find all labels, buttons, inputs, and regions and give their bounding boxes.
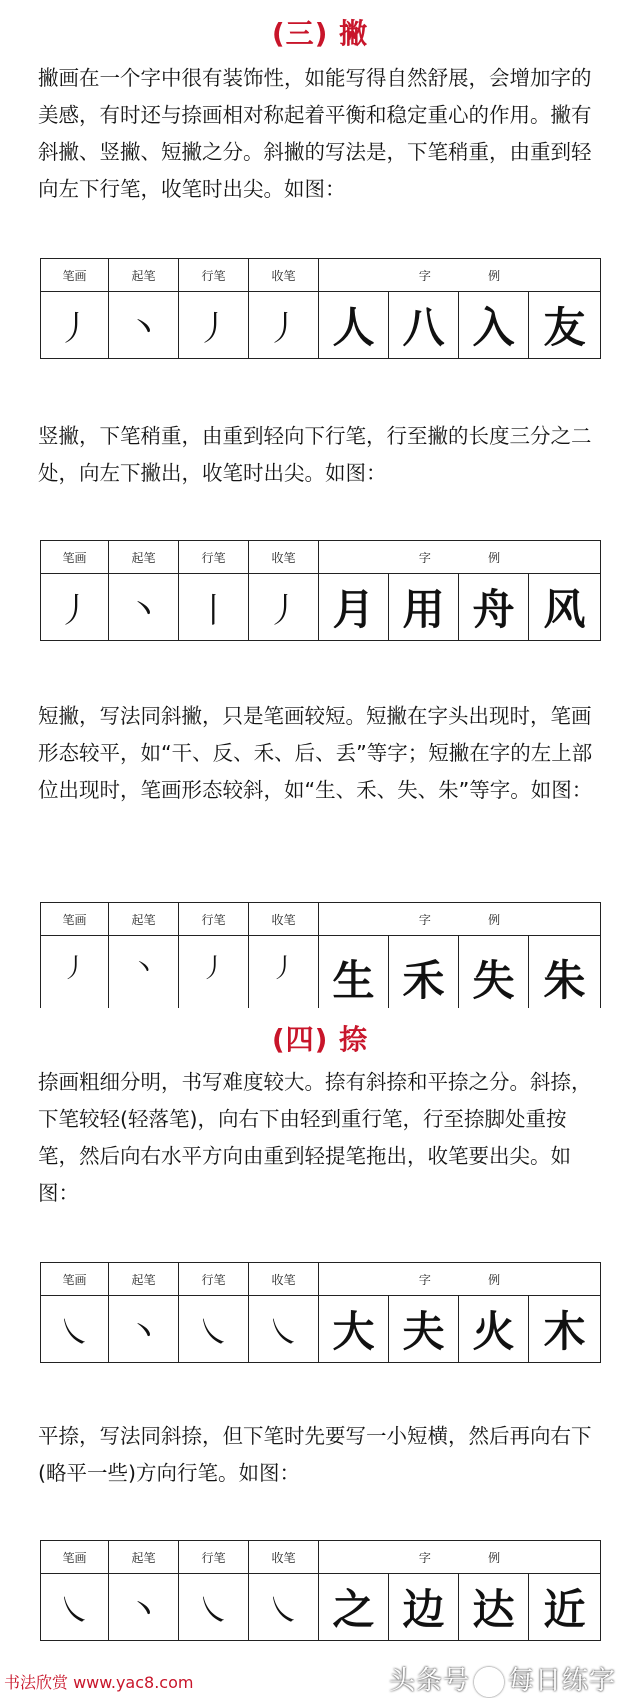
stroke-table-5 xyxy=(40,1540,601,1641)
header-stroke: 笔画 xyxy=(41,903,109,936)
account-watermark xyxy=(389,1660,616,1697)
stroke-start-cell: 丶 xyxy=(109,574,179,641)
example-char: 朱 xyxy=(529,936,601,1009)
stroke-move-cell: 丿 xyxy=(179,292,249,359)
header-end: 收笔 xyxy=(249,259,319,292)
example-char: 八 xyxy=(389,292,459,359)
stroke-start-cell: 丶 xyxy=(109,1574,179,1641)
stroke-move-cell: ㇏ xyxy=(179,1574,249,1641)
stroke-end-cell: ㇏ xyxy=(249,1296,319,1363)
example-char: 边 xyxy=(389,1574,459,1641)
stroke-start-cell: 丶 xyxy=(109,1296,179,1363)
header-examples: 字 例 xyxy=(319,1541,601,1574)
header-start: 起笔 xyxy=(109,1263,179,1296)
stroke-move-cell: ㇏ xyxy=(179,1296,249,1363)
stroke-table-4 xyxy=(40,1262,601,1363)
section-heading-pie: (三) 撇 xyxy=(271,17,369,50)
header-move: 行笔 xyxy=(179,1541,249,1574)
paragraph-shu-pie: 竖撇，下笔稍重，由重到轻向下行笔，行至撇的长度三分之二处，向左下撇出，收笔时出尖。如图： xyxy=(38,424,592,485)
stroke-end-cell: 丿 xyxy=(249,574,319,641)
stroke-table-1 xyxy=(40,258,601,359)
header-move: 行笔 xyxy=(179,903,249,936)
header-stroke: 笔画 xyxy=(41,1263,109,1296)
toutiao-logo-icon xyxy=(474,1667,504,1697)
header-end: 收笔 xyxy=(249,1541,319,1574)
paragraph-pie-intro: 撇画在一个字中很有装饰性，如能写得自然舒展，会增加字的美感，有时还与捺画相对称起着平衡和稳定重心的作用。撇有斜撇、竖撇、短撇之分。斜撇的写法是，下笔稍重，由重到轻向左下行笔，收笔时出尖。如图： xyxy=(38,66,592,201)
site-watermark: 书法欣赏 www.yac8.com xyxy=(4,1673,194,1692)
stroke-start-cell: 丶 xyxy=(109,292,179,359)
example-char: 大 xyxy=(319,1296,389,1363)
example-char: 失 xyxy=(459,936,529,1009)
paragraph-na-intro: 捺画粗细分明，书写难度较大。捺有斜捺和平捺之分。斜捺，下笔较轻(轻落笔)，向右下由轻到重行笔，行至捺脚处重按笔，然后向右水平方向由重到轻提笔拖出，收笔要出尖。如图： xyxy=(38,1070,592,1205)
header-move: 行笔 xyxy=(179,259,249,292)
stroke-cell: 丿 xyxy=(41,292,109,359)
stroke-start-cell: 丶 xyxy=(109,936,179,1009)
stroke-cell: ㇏ xyxy=(41,1296,109,1363)
header-end: 收笔 xyxy=(249,541,319,574)
header-examples: 字 例 xyxy=(319,541,601,574)
header-stroke: 笔画 xyxy=(41,1541,109,1574)
header-end: 收笔 xyxy=(249,903,319,936)
paragraph-ping-na: 平捺，写法同斜捺，但下笔时先要写一小短横，然后再向右下(略平一些)方向行笔。如图： xyxy=(38,1424,592,1485)
header-stroke: 笔画 xyxy=(41,259,109,292)
header-move: 行笔 xyxy=(179,1263,249,1296)
example-char: 舟 xyxy=(459,574,529,641)
stroke-cell: ㇏ xyxy=(41,1574,109,1641)
stroke-move-cell: 丿 xyxy=(179,936,249,1009)
example-char: 人 xyxy=(319,292,389,359)
example-char: 之 xyxy=(319,1574,389,1641)
example-char: 火 xyxy=(459,1296,529,1363)
example-char: 风 xyxy=(529,574,601,641)
stroke-end-cell: 丿 xyxy=(249,292,319,359)
example-char: 近 xyxy=(529,1574,601,1641)
example-char: 月 xyxy=(319,574,389,641)
example-char: 达 xyxy=(459,1574,529,1641)
stroke-cell: 丿 xyxy=(41,936,109,1009)
example-char: 生 xyxy=(319,936,389,1009)
header-start: 起笔 xyxy=(109,259,179,292)
section-heading-na: (四) 捺 xyxy=(271,1023,369,1056)
header-start: 起笔 xyxy=(109,1541,179,1574)
example-char: 用 xyxy=(389,574,459,641)
stroke-table-3 xyxy=(40,902,601,1008)
example-char: 夫 xyxy=(389,1296,459,1363)
header-end: 收笔 xyxy=(249,1263,319,1296)
stroke-move-cell: 丨 xyxy=(179,574,249,641)
stroke-end-cell: 丿 xyxy=(249,936,319,1009)
watermark-prefix: 头条号 xyxy=(388,1666,470,1696)
example-char: 禾 xyxy=(389,936,459,1009)
header-examples: 字 例 xyxy=(319,1263,601,1296)
example-char: 友 xyxy=(529,292,601,359)
header-start: 起笔 xyxy=(109,541,179,574)
example-char: 入 xyxy=(459,292,529,359)
example-char: 木 xyxy=(529,1296,601,1363)
header-move: 行笔 xyxy=(179,541,249,574)
header-examples: 字 例 xyxy=(319,259,601,292)
stroke-cell: 丿 xyxy=(41,574,109,641)
header-examples: 字 例 xyxy=(319,903,601,936)
stroke-end-cell: ㇏ xyxy=(249,1574,319,1641)
header-stroke: 笔画 xyxy=(41,541,109,574)
header-start: 起笔 xyxy=(109,903,179,936)
watermark-suffix: 每日练字 xyxy=(507,1666,616,1696)
stroke-table-2 xyxy=(40,540,601,641)
paragraph-duan-pie: 短撇，写法同斜撇，只是笔画较短。短撇在字头出现时，笔画形态较平，如“干、反、禾、后、丢”等字；短撇在字的左上部位出现时，笔画形态较斜，如“生、禾、失、朱”等字。如图： xyxy=(38,704,593,802)
